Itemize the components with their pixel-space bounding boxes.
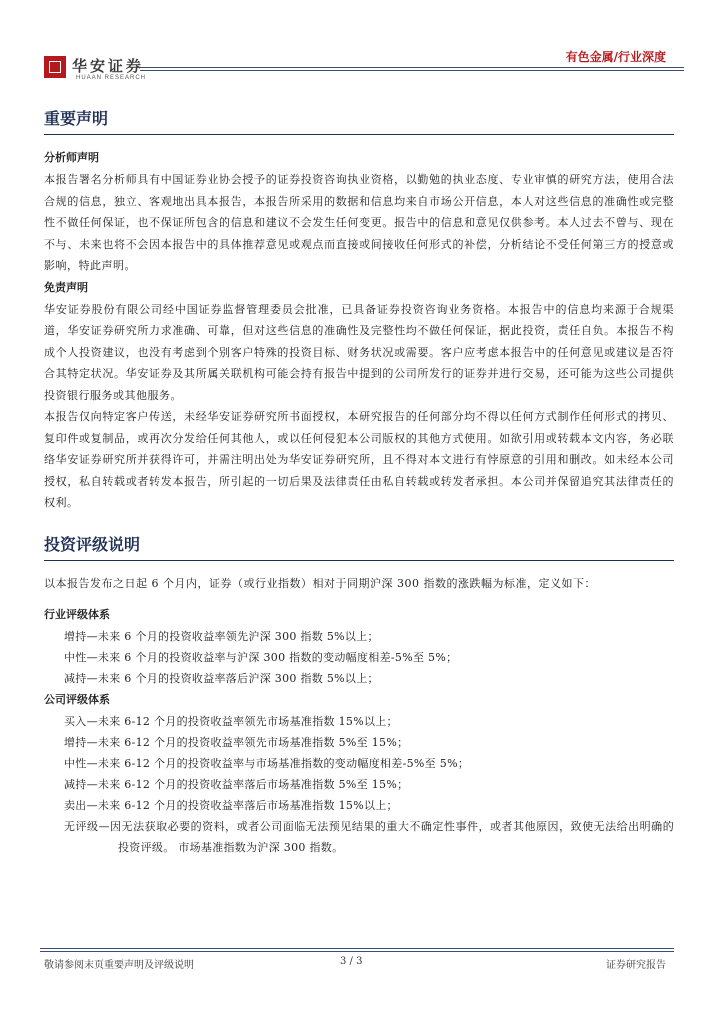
company-rating-item: 增持—未来 6-12 个月的投资收益率领先市场基准指数 5%至 15%； bbox=[64, 736, 409, 749]
header-divider-thin bbox=[140, 70, 684, 71]
analyst-statement-text: 本报告署名分析师具有中国证券业协会授予的证券投资咨询执业资格，以勤勉的执业态度、专业审慎的研究方法，使用合法合规的信息，独立、客观地出具本报告，本报告所采用的数据和信息均来自市场公开信息，本人对这些信息的准确性或完整性不做任何保证，也不保证所包含的信息和建议不会发生任何变更。报告中的信息和意见仅供参考。本人过去不曾与、现在不与、未来也将不会因本报告中的具体推荐意见或观点而直接或间接收任何形式的补偿，分析结论不受任何第三方的授意或影响，特此声明。 bbox=[44, 173, 674, 272]
analyst-statement-title: 分析师声明 bbox=[44, 151, 99, 164]
report-category: 有色金属/行业深度 bbox=[565, 50, 666, 64]
main-content bbox=[44, 100, 674, 858]
exemption-text: 本报告仅向特定客户传送，未经华安证券研究所书面授权，本研究报告的任何部分均不得以任何方式制作任何形式的拷贝、复印件或复制品，或再次分发给任何其他人，或以任何侵犯本公司版权的其他方式使用。如欲引用或转载本文内容，务必联络华安证券研究所并获得许可，并需注明出处为华安证券研究所，且不得对本文进行有悖原意的引用和删改。如未经本公司授权，私自转载或者转发本报告，所引起的一切后果及法律责任由私自转载或转发者承担。本公司并保留追究其法律责任的权利。 bbox=[44, 410, 674, 509]
footer-divider bbox=[40, 948, 674, 949]
footer-notice: 敬请参阅末页重要声明及评级说明 bbox=[44, 960, 194, 971]
report-type: 证券研究报告 bbox=[606, 960, 666, 971]
disclaimer-section bbox=[44, 106, 674, 514]
company-rating-item: 卖出—未来 6-12 个月的投资收益率落后市场基准指数 15%以上； bbox=[64, 799, 398, 812]
company-rating-item: 中性—未来 6-12 个月的投资收益率与市场基准指数的变动幅度相差-5%至 5%； bbox=[64, 757, 470, 770]
logo-english-text: HUAAN RESEARCH bbox=[76, 75, 147, 81]
logo-emblem-icon bbox=[44, 56, 66, 78]
rating-title: 投资评级说明 bbox=[44, 534, 141, 554]
logo-text: 华安证券 bbox=[72, 57, 145, 75]
industry-rating-item: 增持—未来 6 个月的投资收益率领先沪深 300 指数 5%以上； bbox=[64, 630, 379, 643]
page-number: 3 / 3 bbox=[340, 956, 363, 967]
company-rating-item: 无评级—因无法获取必要的资料，或者公司面临无法预见结果的重大不确定性事件，或者其他原因，致使无法给出明确的投资评级。 市场基准指数为沪深 300 指数。 bbox=[64, 820, 674, 854]
company-rating-item: 减持—未来 6-12 个月的投资收益率落后市场基准指数 5%至 15%； bbox=[64, 778, 409, 791]
rating-section bbox=[44, 532, 674, 859]
exemption-title: 免责声明 bbox=[44, 280, 88, 294]
page-footer bbox=[0, 940, 724, 1024]
rating-intro: 以本报告发布之日起 6 个月内，证券（或行业指数）相对于同期沪深 300 指数的涨跌幅为标准，定义如下： bbox=[44, 576, 596, 590]
industry-rating-item: 中性—未来 6 个月的投资收益率与沪深 300 指数的变动幅度相差-5%至 5%； bbox=[64, 651, 458, 664]
company-rating-item: 买入—未来 6-12 个月的投资收益率领先市场基准指数 15%以上； bbox=[64, 715, 398, 728]
disclaimer-title: 重要声明 bbox=[44, 109, 109, 128]
industry-rating-item: 减持—未来 6 个月的投资收益率落后沪深 300 指数 5%以上； bbox=[64, 672, 379, 685]
company-rating-title: 公司评级体系 bbox=[44, 693, 110, 706]
header-divider bbox=[140, 67, 684, 68]
industry-rating-title: 行业评级体系 bbox=[44, 608, 110, 621]
exemption-text: 华安证券股份有限公司经中国证券监督管理委员会批准，已具备证券投资咨询业务资格。本报告中的信息均来源于合规渠道，华安证券研究所力求准确、可靠，但对这些信息的准确性及完整性均不做任何保证，据此投资，责任自负。本报告不构成个人投资建议，也没有考虑到个别客户特殊的投资目标、财务状况或需要。客户应考虑本报告中的任何意见或建议是否符合其特定状况。华安证券及其所属关联机构可能会持有报告中提到的公司所发行的证券并进行交易，还可能为这些公司提供投资银行服务或其他服务。 bbox=[44, 302, 674, 402]
footer-divider-thin bbox=[40, 951, 674, 952]
page-header bbox=[0, 0, 724, 90]
